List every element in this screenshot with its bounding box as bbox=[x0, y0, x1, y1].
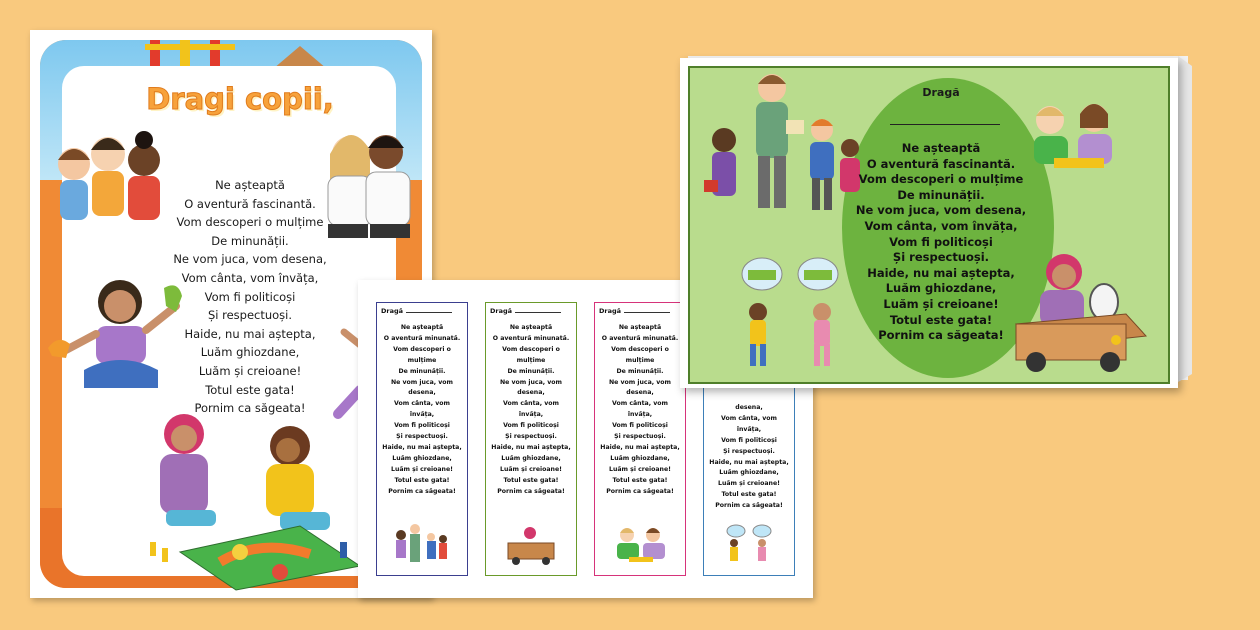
poem-line: Vom cânta, vom bbox=[721, 414, 777, 422]
poem-line: O aventură fascinantă. bbox=[184, 196, 316, 211]
poem-line: Vom descoperi o bbox=[393, 345, 451, 353]
poster-title: Dragi copii, bbox=[146, 82, 334, 116]
poem-line: Luăm și creioane! bbox=[198, 363, 302, 378]
poem-line: Și respectuoși. bbox=[505, 433, 557, 441]
poem-line: De minunății. bbox=[507, 367, 555, 375]
poem-line: O aventură minunată. bbox=[601, 334, 679, 342]
poem-line: Haide, nu mai aștepta, bbox=[709, 458, 789, 466]
poem-line: Ne așteaptă bbox=[901, 141, 981, 155]
poem-line: O aventură minunată. bbox=[492, 334, 570, 342]
poem-line: Vom cânta, vom învăța, bbox=[864, 218, 1018, 233]
poem-line: Ne așteaptă bbox=[215, 178, 285, 192]
poem-line: Luăm și creioane! bbox=[500, 465, 562, 473]
poem-line: desena, bbox=[626, 389, 654, 397]
poem-line: Totul este gata! bbox=[721, 491, 777, 499]
poem-line: Vom fi politicoși bbox=[394, 422, 450, 430]
poem-line: desena, bbox=[408, 389, 436, 397]
poem-line: mulțime bbox=[516, 356, 546, 364]
poem-line: Vom descoperi o bbox=[502, 345, 560, 353]
poem-line: Haide, nu mai aștepta, bbox=[600, 443, 680, 451]
poem-line: Ne vom juca, vom bbox=[608, 378, 672, 386]
bookmark-poem bbox=[486, 323, 576, 498]
poem-line: Luăm și creioane! bbox=[718, 480, 780, 488]
poem-line: Pornim ca săgeata! bbox=[497, 487, 565, 495]
poem-line: Și respectuoși. bbox=[723, 447, 775, 455]
poem-line: Ne așteaptă bbox=[400, 324, 444, 331]
bookmark-poem bbox=[704, 403, 794, 512]
poem-line: De minunății. bbox=[211, 233, 289, 248]
poem-line: Pornim ca săgeata! bbox=[388, 487, 456, 495]
bookmark-thinking-children-illustration bbox=[718, 523, 780, 565]
poem-line: Luăm ghiozdane, bbox=[610, 454, 670, 462]
poem-line: Vom descoperi o mulțime bbox=[858, 172, 1024, 187]
poem-line: Și respectuoși. bbox=[396, 433, 448, 441]
poem-line: Pornim ca săgeata! bbox=[878, 328, 1004, 343]
poem-line: desena, bbox=[517, 389, 545, 397]
poem-line: Haide, nu mai aștepta, bbox=[491, 443, 571, 451]
poem-line: Luăm și creioane! bbox=[609, 465, 671, 473]
poem-line: Vom descoperi o bbox=[611, 345, 669, 353]
poem-line: Totul este gata! bbox=[205, 382, 295, 397]
poster-poem bbox=[140, 176, 360, 418]
poem-line: Totul este gata! bbox=[612, 476, 668, 484]
poem-line: Vom fi politicoși bbox=[503, 422, 559, 430]
bookmark-title: Dragă bbox=[490, 307, 561, 315]
poem-line: Și respectuoși. bbox=[614, 433, 666, 441]
poem-line: O aventură fascinantă. bbox=[866, 156, 1016, 171]
poem-line: învăța, bbox=[736, 425, 762, 433]
poem-line: Vom fi politicoși bbox=[204, 289, 296, 304]
poem-line: Totul este gata! bbox=[394, 476, 450, 484]
poem-line: Luăm și creioane! bbox=[391, 465, 453, 473]
poem-line: Vom cânta, vom bbox=[612, 400, 668, 408]
poem-line: Totul este gata! bbox=[889, 312, 993, 327]
bookmark-card bbox=[485, 302, 577, 576]
card-fold-shadow bbox=[1178, 56, 1196, 382]
poem-line: Pornim ca săgeata! bbox=[606, 487, 674, 495]
poem-line: Ne vom juca, vom bbox=[390, 378, 454, 386]
poem-line: O aventură minunată. bbox=[383, 334, 461, 342]
bookmark-poem bbox=[595, 323, 685, 498]
card-poem bbox=[835, 141, 1047, 344]
poem-line: mulțime bbox=[625, 356, 655, 364]
bookmark-box-car-illustration bbox=[500, 523, 562, 565]
bookmark-card bbox=[594, 302, 686, 576]
poem-line: Vom fi politicoși bbox=[612, 422, 668, 430]
poem-line: De minunății. bbox=[398, 367, 446, 375]
poem-line: Haide, nu mai aștepta, bbox=[382, 443, 462, 451]
poem-line: Ne vom juca, vom desena, bbox=[855, 203, 1027, 218]
bookmark-title: Dragă bbox=[381, 307, 452, 315]
card-name-line bbox=[890, 124, 1000, 125]
poem-line: Luăm ghiozdane, bbox=[719, 469, 779, 477]
bookmark-card bbox=[376, 302, 468, 576]
poem-line: Vom descoperi o mulțime bbox=[176, 215, 324, 230]
poem-line: Vom fi politicoși bbox=[721, 436, 777, 444]
bookmark-children-illustration bbox=[391, 523, 453, 565]
poem-line: Și respectuoși. bbox=[892, 250, 990, 265]
poem-line: învăța, bbox=[627, 411, 653, 419]
bookmark-reading-children-illustration bbox=[609, 523, 671, 565]
poem-line: Luăm ghiozdane, bbox=[501, 454, 561, 462]
poem-line: desena, bbox=[735, 404, 763, 411]
bookmark-title: Dragă bbox=[599, 307, 670, 315]
poem-line: Pornim ca săgeata! bbox=[715, 502, 783, 510]
poem-line: învăța, bbox=[518, 411, 544, 419]
poem-line: De minunății. bbox=[897, 187, 985, 202]
poem-line: învăța, bbox=[409, 411, 435, 419]
children-playing-board-game-illustration bbox=[140, 402, 390, 592]
bookmark-poem bbox=[377, 323, 467, 498]
poem-line: Luăm ghiozdane, bbox=[200, 345, 300, 360]
poem-line: Luăm ghiozdane, bbox=[392, 454, 452, 462]
poem-line: Luăm și creioane! bbox=[883, 296, 999, 311]
dreaming-children-illustration bbox=[738, 254, 848, 374]
poem-line: Totul este gata! bbox=[503, 476, 559, 484]
poem-line: mulțime bbox=[407, 356, 437, 364]
poem-line: Haide, nu mai aștepta, bbox=[867, 265, 1015, 280]
poem-line: Haide, nu mai aștepta, bbox=[184, 326, 316, 341]
poem-line: Vom cânta, vom învăța, bbox=[181, 270, 319, 285]
poem-line: Ne vom juca, vom desena, bbox=[173, 252, 327, 267]
poem-line: Ne vom juca, vom bbox=[499, 378, 563, 386]
poem-line: De minunății. bbox=[616, 367, 664, 375]
poem-line: Luăm ghiozdane, bbox=[885, 281, 997, 296]
poem-line: Vom cânta, vom bbox=[394, 400, 450, 408]
poem-line: Ne așteaptă bbox=[618, 324, 662, 331]
poem-line: Ne așteaptă bbox=[509, 324, 553, 331]
card-title: Dragă bbox=[922, 86, 960, 99]
greeting-card bbox=[680, 58, 1178, 388]
poem-line: Vom cânta, vom bbox=[503, 400, 559, 408]
poem-line: Și respectuoși. bbox=[207, 308, 293, 323]
poem-line: Vom fi politicoși bbox=[889, 234, 993, 249]
poem-line: Pornim ca săgeata! bbox=[194, 401, 306, 416]
